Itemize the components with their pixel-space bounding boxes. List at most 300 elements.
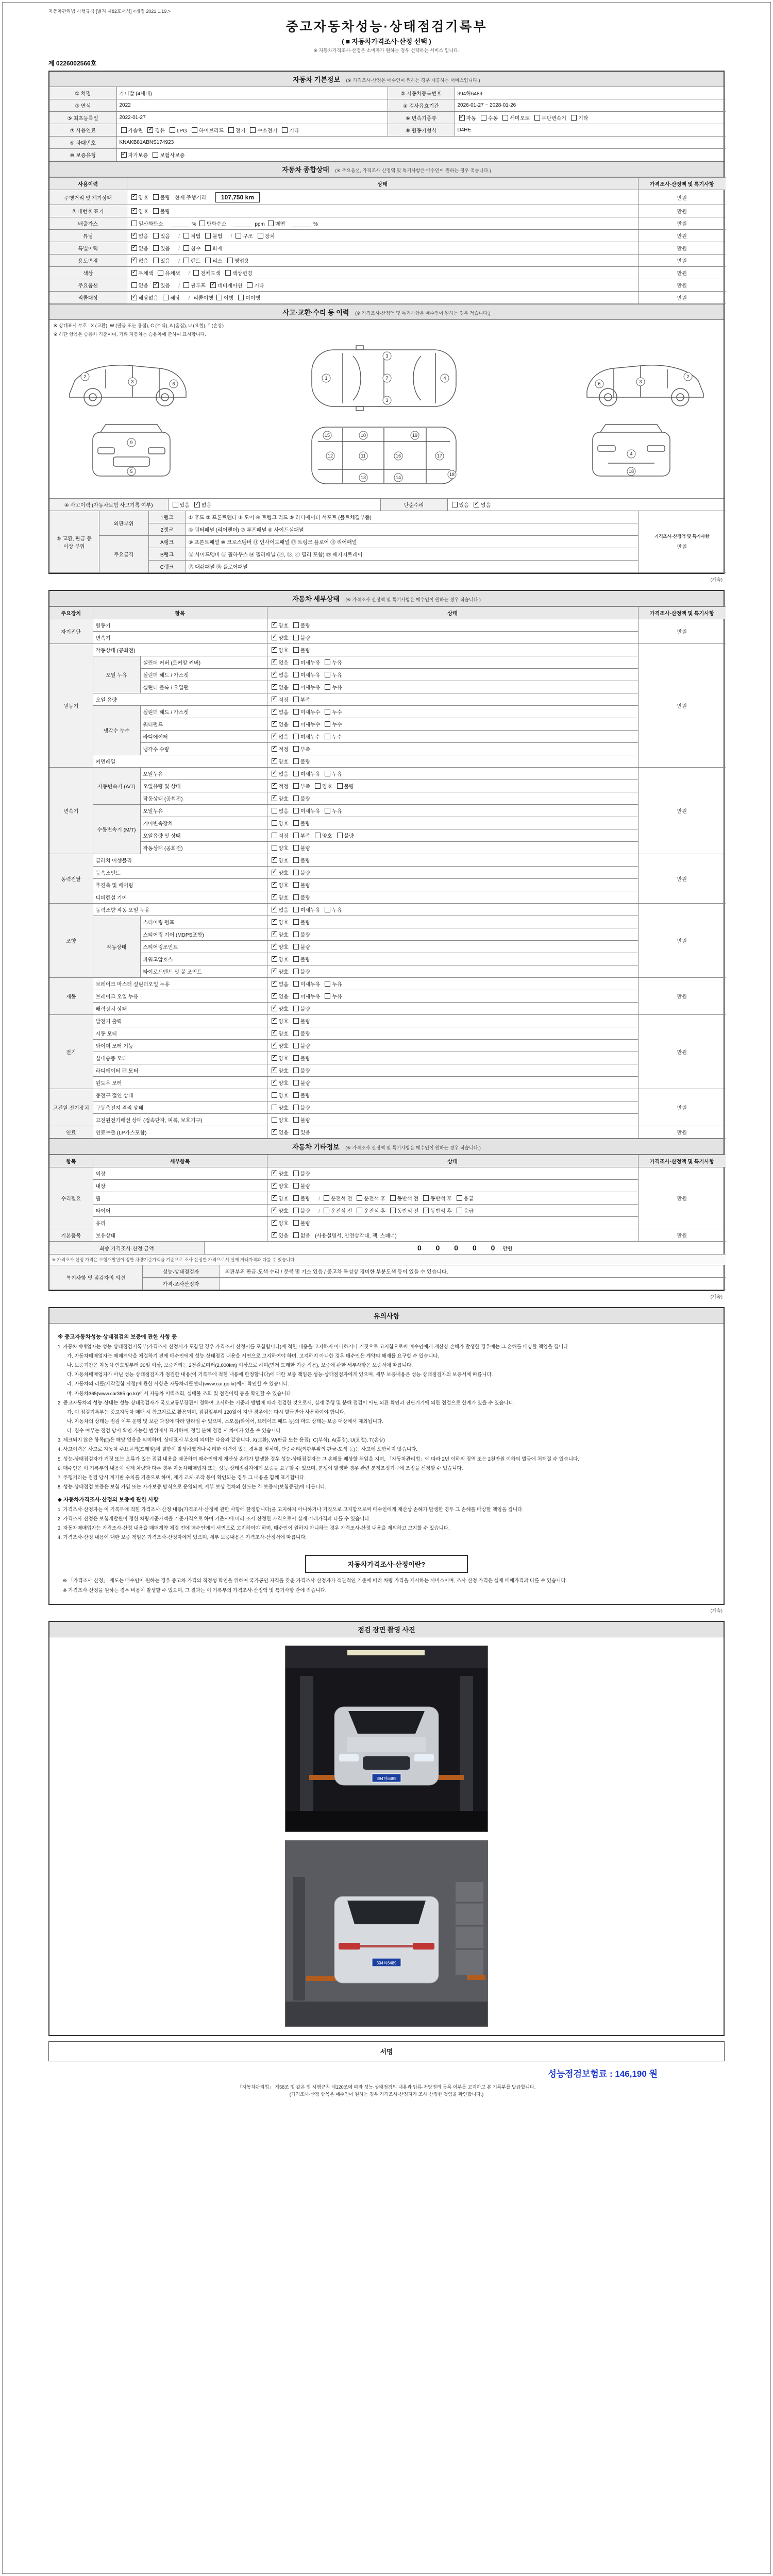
checkbox-checked-icon[interactable] [272,795,277,801]
checkbox-option[interactable] [192,126,224,134]
checkbox-option[interactable] [293,1029,310,1037]
checkbox-icon[interactable] [238,295,244,300]
checkbox-option[interactable] [272,943,289,951]
checkbox-option[interactable] [325,708,342,716]
checkbox-icon[interactable] [293,993,299,999]
checkbox-option[interactable] [481,114,498,122]
checkbox-icon[interactable] [293,709,299,715]
checkbox-option[interactable] [293,1231,310,1239]
checkbox-option[interactable] [131,193,148,201]
checkbox-checked-icon[interactable] [210,282,216,288]
checkbox-option[interactable] [131,207,148,215]
checkbox-option[interactable] [272,733,289,740]
checkbox-option[interactable] [293,856,310,864]
checkbox-icon[interactable] [481,115,486,121]
checkbox-option[interactable] [131,244,148,252]
checkbox-checked-icon[interactable] [147,127,153,133]
checkbox-option[interactable] [258,232,275,240]
checkbox-icon[interactable] [293,1067,299,1073]
checkbox-option[interactable] [272,881,289,889]
checkbox-icon[interactable] [225,270,231,276]
checkbox-icon[interactable] [293,795,299,801]
checkbox-icon[interactable] [293,1055,299,1061]
checkbox-option[interactable] [293,893,310,901]
checkbox-option[interactable] [423,1194,451,1202]
checkbox-option[interactable] [153,207,170,215]
checkbox-checked-icon[interactable] [272,721,277,727]
checkbox-checked-icon[interactable] [272,944,277,950]
checkbox-checked-icon[interactable] [272,622,277,628]
checkbox-option[interactable] [272,1091,289,1099]
checkbox-checked-icon[interactable] [131,233,137,239]
checkbox-option[interactable] [272,1029,289,1037]
checkbox-option[interactable] [272,621,289,629]
checkbox-option[interactable] [163,294,180,301]
checkbox-checked-icon[interactable] [272,1067,277,1073]
checkbox-option[interactable] [268,219,285,227]
checkbox-option[interactable] [293,807,321,815]
checkbox-option[interactable] [272,1170,289,1177]
checkbox-option[interactable] [293,696,310,703]
checkbox-icon[interactable] [282,127,288,133]
checkbox-option[interactable] [153,151,184,159]
checkbox-option[interactable] [474,501,491,509]
checkbox-icon[interactable] [131,221,137,226]
checkbox-option[interactable] [272,634,289,641]
checkbox-checked-icon[interactable] [272,1006,277,1011]
checkbox-icon[interactable] [293,882,299,888]
checkbox-checked-icon[interactable] [272,746,277,752]
checkbox-option[interactable] [183,244,200,252]
checkbox-icon[interactable] [423,1208,429,1213]
checkbox-option[interactable] [121,126,143,134]
checkbox-checked-icon[interactable] [272,1220,277,1226]
checkbox-icon[interactable] [325,907,330,912]
checkbox-icon[interactable] [205,245,211,251]
checkbox-option[interactable] [293,955,310,963]
checkbox-icon[interactable] [293,758,299,764]
checkbox-option[interactable] [293,1005,310,1012]
checkbox-checked-icon[interactable] [272,697,277,702]
checkbox-option[interactable] [390,1194,418,1202]
checkbox-icon[interactable] [457,1208,462,1213]
checkbox-icon[interactable] [293,1043,299,1048]
checkbox-checked-icon[interactable] [131,270,137,276]
checkbox-icon[interactable] [357,1208,362,1213]
checkbox-option[interactable] [272,918,289,926]
checkbox-checked-icon[interactable] [272,1080,277,1086]
checkbox-icon[interactable] [293,721,299,727]
checkbox-icon[interactable] [153,194,159,200]
checkbox-checked-icon[interactable] [131,245,137,251]
blank-field[interactable] [292,222,311,227]
checkbox-option[interactable] [272,1194,289,1202]
checkbox-option[interactable] [205,257,222,264]
checkbox-option[interactable] [272,1128,289,1136]
checkbox-option[interactable] [227,257,249,264]
checkbox-option[interactable] [293,1091,310,1099]
checkbox-option[interactable] [183,257,200,264]
checkbox-checked-icon[interactable] [272,1195,277,1201]
checkbox-option[interactable] [272,869,289,876]
checkbox-option[interactable] [272,757,289,765]
checkbox-icon[interactable] [293,808,299,814]
checkbox-option[interactable] [194,501,211,509]
checkbox-option[interactable] [293,1054,310,1062]
checkbox-checked-icon[interactable] [272,709,277,715]
checkbox-option[interactable] [183,281,206,289]
checkbox-checked-icon[interactable] [272,758,277,764]
checkbox-option[interactable] [272,1054,289,1062]
checkbox-checked-icon[interactable] [272,1129,277,1135]
checkbox-icon[interactable] [272,845,277,851]
checkbox-checked-icon[interactable] [272,969,277,974]
checkbox-icon[interactable] [183,233,189,239]
checkbox-icon[interactable] [293,1092,299,1098]
checkbox-option[interactable] [170,127,187,134]
checkbox-option[interactable] [315,782,332,790]
checkbox-option[interactable] [315,832,332,839]
checkbox-icon[interactable] [183,245,189,251]
checkbox-option[interactable] [272,1219,289,1227]
checkbox-icon[interactable] [293,894,299,900]
checkbox-icon[interactable] [293,697,299,702]
checkbox-option[interactable] [325,671,342,679]
checkbox-option[interactable] [153,244,170,252]
checkbox-icon[interactable] [457,1195,462,1201]
checkbox-icon[interactable] [183,282,189,288]
checkbox-option[interactable] [272,794,289,802]
checkbox-option[interactable] [272,770,289,777]
checkbox-option[interactable] [272,807,289,815]
checkbox-icon[interactable] [324,1195,329,1201]
checkbox-option[interactable] [272,1207,289,1214]
checkbox-checked-icon[interactable] [272,659,277,665]
checkbox-option[interactable] [131,294,159,301]
checkbox-checked-icon[interactable] [272,1030,277,1036]
checkbox-option[interactable] [452,501,469,509]
checkbox-option[interactable] [502,114,530,122]
checkbox-option[interactable] [193,269,221,277]
checkbox-icon[interactable] [293,969,299,974]
checkbox-icon[interactable] [193,270,199,276]
checkbox-checked-icon[interactable] [272,956,277,962]
checkbox-option[interactable] [293,757,310,765]
checkbox-icon[interactable] [293,1018,299,1024]
checkbox-option[interactable] [228,126,245,134]
checkbox-icon[interactable] [325,709,330,715]
blank-field[interactable] [171,222,189,227]
checkbox-option[interactable] [153,193,170,201]
checkbox-option[interactable] [390,1207,418,1214]
checkbox-icon[interactable] [293,1006,299,1011]
checkbox-checked-icon[interactable] [272,635,277,640]
checkbox-icon[interactable] [315,833,321,838]
checkbox-checked-icon[interactable] [272,981,277,987]
checkbox-checked-icon[interactable] [272,1183,277,1189]
checkbox-option[interactable] [293,646,310,654]
checkbox-option[interactable] [293,770,321,777]
checkbox-option[interactable] [293,844,310,852]
checkbox-option[interactable] [423,1207,451,1214]
checkbox-checked-icon[interactable] [194,502,200,507]
checkbox-option[interactable] [293,634,310,641]
checkbox-option[interactable] [173,501,190,509]
checkbox-option[interactable] [357,1194,385,1202]
checkbox-icon[interactable] [293,684,299,690]
checkbox-option[interactable] [272,683,289,691]
checkbox-option[interactable] [272,1066,289,1074]
checkbox-option[interactable] [293,1116,310,1124]
signature-field[interactable]: 서명 [48,2041,725,2061]
checkbox-option[interactable] [272,671,289,679]
checkbox-option[interactable] [325,770,342,777]
checkbox-icon[interactable] [325,721,330,727]
checkbox-option[interactable] [293,918,310,926]
checkbox-icon[interactable] [153,258,159,263]
checkbox-icon[interactable] [258,233,263,239]
checkbox-option[interactable] [131,257,148,264]
checkbox-option[interactable] [293,832,310,839]
checkbox-icon[interactable] [205,258,211,263]
checkbox-option[interactable] [293,733,321,740]
checkbox-option[interactable] [131,269,154,277]
checkbox-option[interactable] [131,281,148,289]
checkbox-option[interactable] [324,1207,352,1214]
checkbox-option[interactable] [272,1182,289,1190]
checkbox-option[interactable] [293,968,310,975]
checkbox-icon[interactable] [227,258,233,263]
checkbox-option[interactable] [325,733,342,740]
checkbox-option[interactable] [324,1194,352,1202]
checkbox-option[interactable] [534,114,566,122]
checkbox-icon[interactable] [325,771,330,776]
checkbox-icon[interactable] [199,221,205,226]
checkbox-icon[interactable] [293,919,299,925]
checkbox-option[interactable] [293,745,310,753]
checkbox-option[interactable] [293,1182,310,1190]
checkbox-option[interactable] [293,671,321,679]
checkbox-option[interactable] [325,906,342,913]
checkbox-icon[interactable] [325,672,330,677]
checkbox-option[interactable] [293,621,310,629]
checkbox-icon[interactable] [357,1195,362,1201]
checkbox-icon[interactable] [163,295,169,300]
checkbox-option[interactable] [272,968,289,975]
checkbox-checked-icon[interactable] [272,1208,277,1213]
checkbox-icon[interactable] [293,931,299,937]
checkbox-icon[interactable] [293,734,299,739]
checkbox-checked-icon[interactable] [272,647,277,653]
checkbox-option[interactable] [337,832,354,839]
checkbox-icon[interactable] [337,833,343,838]
checkbox-icon[interactable] [205,233,211,239]
checkbox-icon[interactable] [293,1171,299,1176]
checkbox-option[interactable] [272,745,289,753]
checkbox-icon[interactable] [390,1208,396,1213]
checkbox-option[interactable] [293,794,310,802]
checkbox-icon[interactable] [293,944,299,950]
checkbox-option[interactable] [293,1128,310,1136]
checkbox-option[interactable] [293,720,321,728]
checkbox-option[interactable] [272,1042,289,1049]
checkbox-option[interactable] [325,658,342,666]
checkbox-option[interactable] [272,955,289,963]
checkbox-checked-icon[interactable] [272,1232,277,1238]
checkbox-option[interactable] [272,1017,289,1025]
checkbox-icon[interactable] [236,233,241,239]
checkbox-icon[interactable] [325,981,330,987]
checkbox-option[interactable] [158,269,180,277]
checkbox-checked-icon[interactable] [272,783,277,789]
checkbox-icon[interactable] [293,771,299,776]
checkbox-option[interactable] [272,658,289,666]
checkbox-checked-icon[interactable] [272,993,277,999]
checkbox-option[interactable] [272,832,289,839]
checkbox-option[interactable] [325,992,342,1000]
checkbox-option[interactable] [272,992,289,1000]
checkbox-icon[interactable] [293,833,299,838]
checkbox-icon[interactable] [293,845,299,851]
checkbox-option[interactable] [272,930,289,938]
checkbox-icon[interactable] [293,820,299,826]
checkbox-checked-icon[interactable] [272,1055,277,1061]
checkbox-option[interactable] [293,1079,310,1087]
checkbox-icon[interactable] [131,282,137,288]
checkbox-icon[interactable] [153,245,159,251]
checkbox-option[interactable] [293,930,310,938]
checkbox-option[interactable] [147,126,164,134]
checkbox-icon[interactable] [293,746,299,752]
checkbox-icon[interactable] [293,783,299,789]
checkbox-option[interactable] [325,807,342,815]
checkbox-checked-icon[interactable] [272,771,277,776]
checkbox-icon[interactable] [293,1030,299,1036]
checkbox-option[interactable] [247,281,264,289]
checkbox-icon[interactable] [183,258,189,263]
checkbox-checked-icon[interactable] [121,152,127,158]
checkbox-icon[interactable] [534,115,540,121]
checkbox-option[interactable] [293,1194,310,1202]
checkbox-option[interactable] [457,1207,474,1214]
checkbox-checked-icon[interactable] [153,282,159,288]
checkbox-option[interactable] [293,1017,310,1025]
checkbox-option[interactable] [272,646,289,654]
checkbox-option[interactable] [282,126,299,134]
checkbox-icon[interactable] [293,1080,299,1086]
checkbox-checked-icon[interactable] [131,194,137,200]
checkbox-checked-icon[interactable] [272,734,277,739]
checkbox-icon[interactable] [272,1105,277,1110]
checkbox-icon[interactable] [250,127,256,133]
checkbox-option[interactable] [272,782,289,790]
checkbox-option[interactable] [205,244,222,252]
checkbox-icon[interactable] [170,127,175,133]
checkbox-icon[interactable] [268,221,274,226]
checkbox-option[interactable] [293,683,321,691]
checkbox-option[interactable] [325,980,342,988]
checkbox-icon[interactable] [293,635,299,640]
checkbox-option[interactable] [250,126,277,134]
checkbox-icon[interactable] [293,1129,299,1135]
checkbox-option[interactable] [293,819,310,827]
checkbox-option[interactable] [293,881,310,889]
checkbox-option[interactable] [131,219,163,227]
checkbox-option[interactable] [325,720,342,728]
checkbox-icon[interactable] [272,1092,277,1098]
checkbox-option[interactable] [272,1116,289,1124]
checkbox-icon[interactable] [325,808,330,814]
checkbox-icon[interactable] [452,502,458,507]
checkbox-checked-icon[interactable] [272,684,277,690]
checkbox-icon[interactable] [293,1117,299,1123]
checkbox-option[interactable] [293,992,321,1000]
checkbox-option[interactable] [272,893,289,901]
checkbox-option[interactable] [272,906,289,913]
checkbox-checked-icon[interactable] [272,1043,277,1048]
checkbox-option[interactable] [459,114,476,122]
checkbox-option[interactable] [293,869,310,876]
checkbox-option[interactable] [183,232,200,240]
checkbox-icon[interactable] [153,233,159,239]
checkbox-option[interactable] [457,1194,474,1202]
checkbox-option[interactable] [293,943,310,951]
checkbox-icon[interactable] [247,282,253,288]
checkbox-option[interactable] [293,658,321,666]
checkbox-icon[interactable] [293,659,299,665]
blank-field[interactable] [233,222,252,227]
checkbox-option[interactable] [293,1042,310,1049]
checkbox-option[interactable] [272,1231,289,1239]
checkbox-option[interactable] [272,856,289,864]
checkbox-icon[interactable] [423,1195,429,1201]
checkbox-icon[interactable] [293,647,299,653]
checkbox-checked-icon[interactable] [272,870,277,875]
checkbox-option[interactable] [210,281,242,289]
checkbox-icon[interactable] [121,127,127,133]
checkbox-option[interactable] [272,844,289,852]
checkbox-option[interactable] [293,782,310,790]
checkbox-icon[interactable] [293,1195,299,1201]
checkbox-icon[interactable] [153,152,158,158]
checkbox-option[interactable] [272,696,289,703]
checkbox-option[interactable] [293,1219,310,1227]
checkbox-option[interactable] [325,683,342,691]
checkbox-option[interactable] [293,1170,310,1177]
checkbox-icon[interactable] [325,993,330,999]
checkbox-option[interactable] [153,281,170,289]
checkbox-icon[interactable] [502,115,508,121]
checkbox-option[interactable] [272,1079,289,1087]
checkbox-option[interactable] [337,782,354,790]
checkbox-icon[interactable] [337,783,343,789]
checkbox-option[interactable] [153,257,170,264]
checkbox-option[interactable] [293,906,321,913]
checkbox-icon[interactable] [325,659,330,665]
checkbox-icon[interactable] [293,1208,299,1213]
checkbox-option[interactable] [131,232,148,240]
checkbox-icon[interactable] [390,1195,396,1201]
checkbox-checked-icon[interactable] [272,672,277,677]
checkbox-option[interactable] [272,980,289,988]
checkbox-option[interactable] [205,232,222,240]
checkbox-checked-icon[interactable] [272,857,277,863]
checkbox-icon[interactable] [293,907,299,912]
checkbox-checked-icon[interactable] [131,295,137,300]
checkbox-option[interactable] [293,980,321,988]
checkbox-checked-icon[interactable] [272,1171,277,1176]
checkbox-icon[interactable] [293,1232,299,1238]
